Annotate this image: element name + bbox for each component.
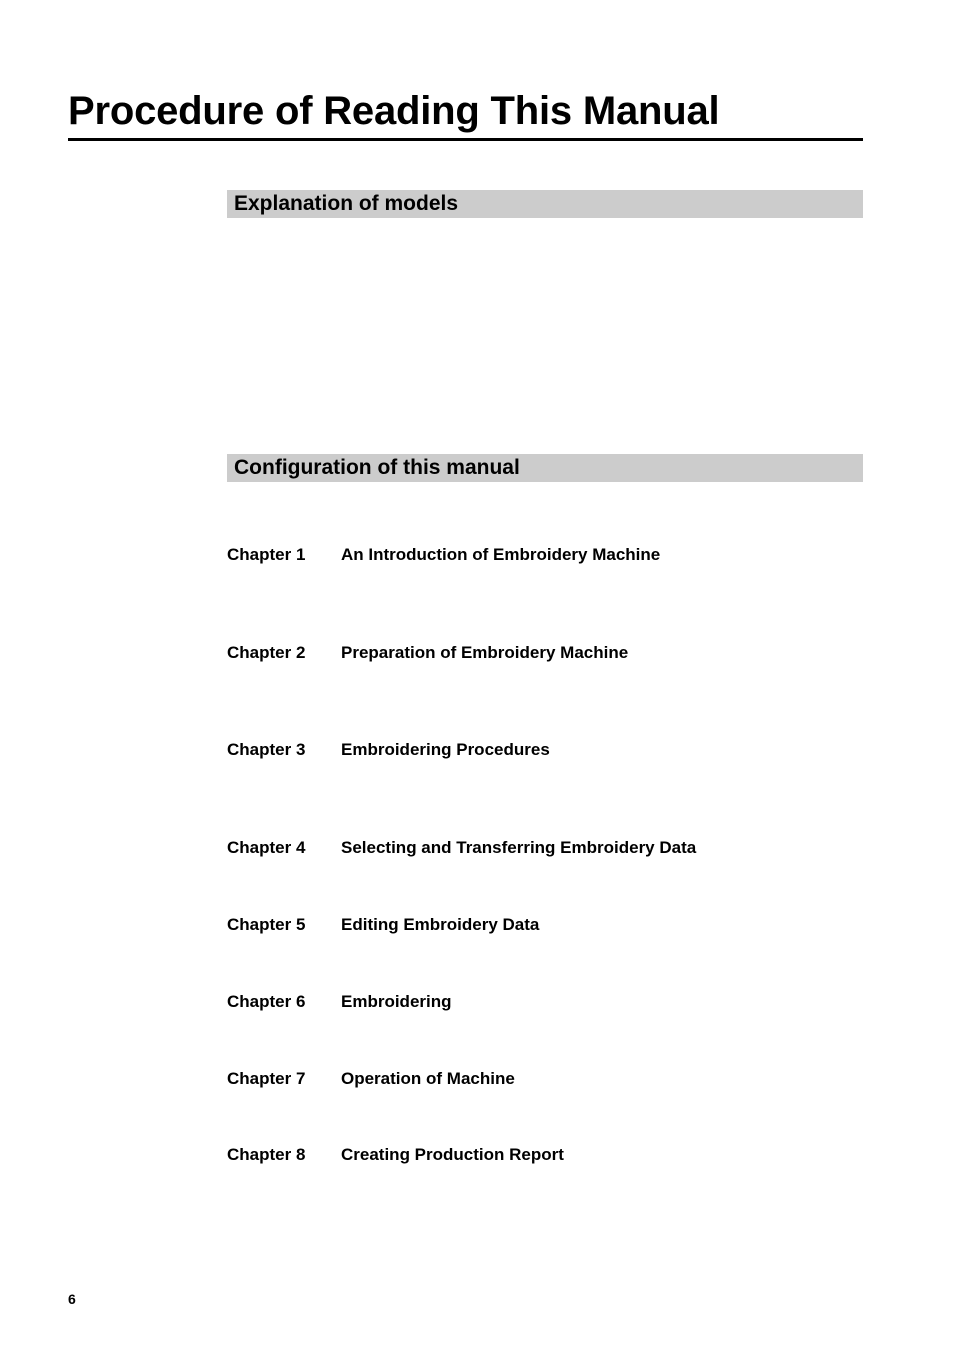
chapter-title: Embroidering [341, 992, 452, 1011]
chapter-title: Preparation of Embroidery Machine [341, 643, 629, 662]
chapter-number: Chapter 5 [227, 915, 306, 934]
chapter-title: Selecting and Transferring Embroidery Data [341, 838, 697, 857]
page-number: 6 [68, 1291, 76, 1307]
chapter-row [227, 991, 452, 1013]
chapter-number: Chapter 4 [227, 838, 306, 857]
chapter-number: Chapter 8 [227, 1145, 306, 1164]
chapter-row [227, 914, 539, 936]
chapter-row [227, 544, 660, 566]
chapter-number: Chapter 7 [227, 1069, 306, 1088]
chapter-row [227, 642, 628, 664]
chapter-row [227, 1144, 564, 1166]
chapter-title: An Introduction of Embroidery Machine [341, 545, 661, 564]
chapter-title: Embroidering Procedures [341, 740, 550, 759]
chapter-number: Chapter 1 [227, 545, 306, 564]
section-heading-configuration: Configuration of this manual [227, 454, 863, 482]
chapter-row [227, 837, 696, 859]
chapter-title: Operation of Machine [341, 1069, 515, 1088]
title-rule [68, 138, 863, 141]
chapter-row [227, 1068, 515, 1090]
chapter-number: Chapter 3 [227, 740, 306, 759]
page-title: Procedure of Reading This Manual [68, 89, 720, 133]
section-heading-models: Explanation of models [227, 190, 863, 218]
chapter-title: Creating Production Report [341, 1145, 564, 1164]
chapter-number: Chapter 2 [227, 643, 306, 662]
chapter-number: Chapter 6 [227, 992, 306, 1011]
chapter-title: Editing Embroidery Data [341, 915, 540, 934]
chapter-row [227, 739, 550, 761]
